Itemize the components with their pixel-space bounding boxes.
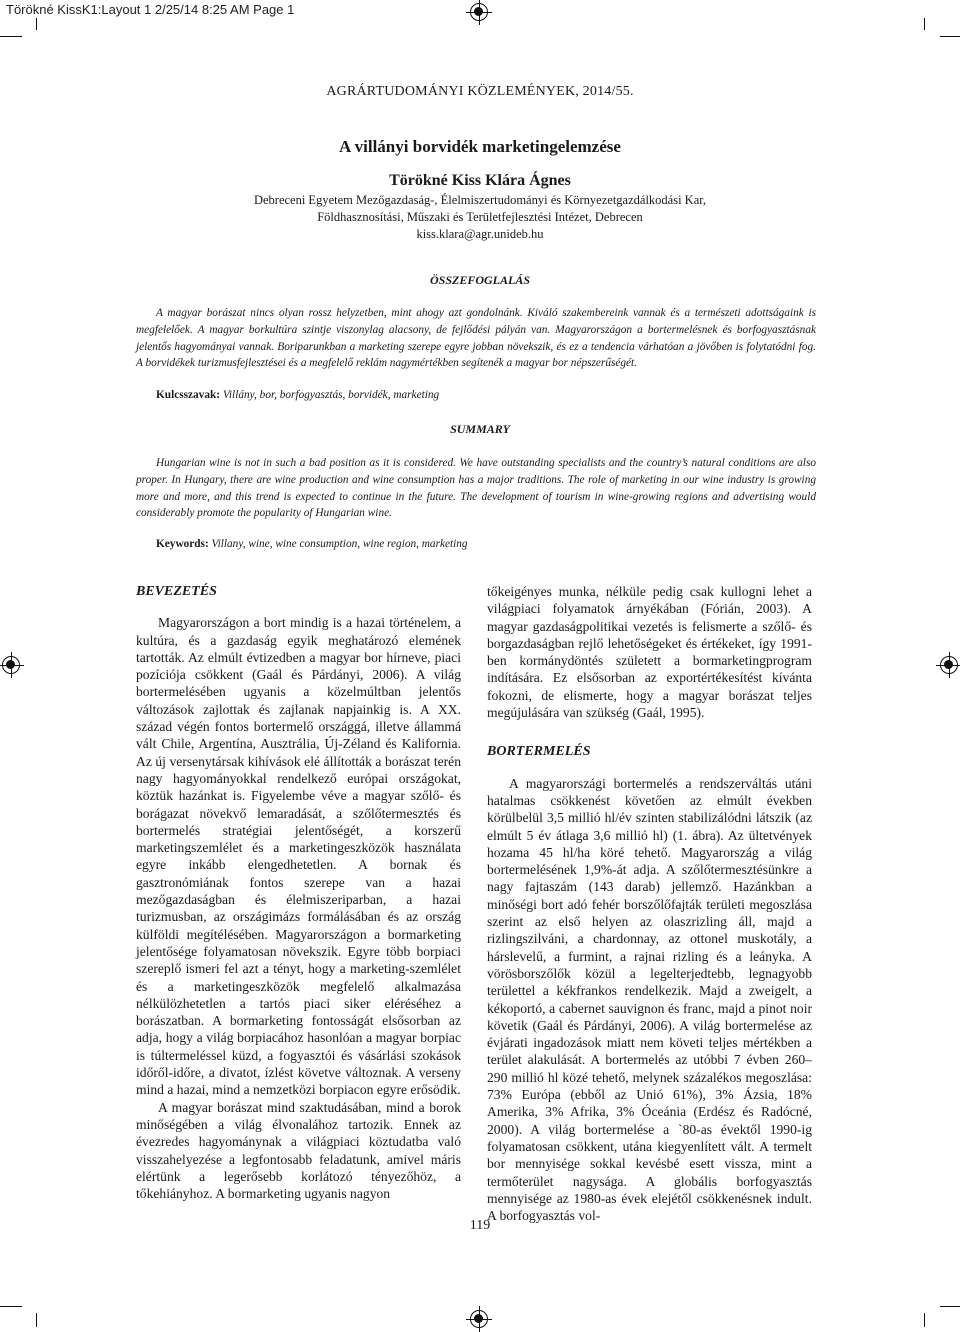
left-paragraph-1: Magyarországon a bort mindig is a hazai történelem, a kultúra, és a gazdaság egyik meghatározó elemének tartották. Az elmúlt évtizedben a magyar bor hírneve, piaci pozíciója csökkent (Gaál és Párdányi, 2006). A világ bortermelésében ugyanis a közelmúltban jelentős változások zajlottak és zajlanak napjainkig is. A XX. század végén fontos bortermelő országgá, illetve állammá vált Chile, Argentína, Ausztrália, Új-Zéland és Kalifornia. Az új versenytársak kihívások elé állították a borászat terén nagy hagyományokkal rendelkező európai országokat, köztük hazánkat is. Figyelembe véve a magyar szőlő- és borágazat növekvő lemaradását, a szőlőtermesztés és bortermelés stratégiai jelentőségét, a korszerű marketingszemlélet és a marketingeszközök használata egyre inkább elengedhetetlen. A bornak és gasztronómiának fontos szerepe van a hazai mezőgazdaságban és élelmiszeriparban, a hazai turizmusban, az országimázs formálásában és az ország külföldi megítélésében. Magyarországon a bormarketing jelentősége folyamatosan növekszik. Egyre több borpiaci szereplő ismeri fel azt a tényt, hogy a marketing-szemlélet és a marketingeszközök megfelelő alkalmazása nélkülözhetetlen a tartós piaci siker eléréséhez a borászatban. A bormarketing fontosságát elsősorban az adja, hogy a világ borpiacához hasonlóan a magyar borpiac is túltermeléssel küzd, a fogyasztói és vásárlási szokások időről-időre, a divatot, ízlést követve változnak. A verseny mind a hazai, mind a nemzetközi borpiacon egyre erősödik. (136, 615, 461, 1098)
author-affiliation (160, 192, 800, 243)
left-paragraph-2: A magyar borászat mind szaktudásában, mind a borok minőségében a világ élvonalához tartozik. Ennek az évezredes hagyománynak a világpiaci köztudatba való visszahelyezése a legfontosabb feladatunk, amivel máris elértünk a legerősebb korlátozó tényezőhöz, a tőkehiányhoz. A bormarketing ugyanis nagyon (136, 1099, 461, 1202)
crop-mark-top-right-v (924, 18, 925, 30)
article-title: A villányi borvidék marketingelemzése (339, 137, 621, 156)
abstract-hu-text: A magyar borászat nincs olyan rossz helyzetben, mint ahogy azt gondolnánk. Kiváló szakembereink vannak és a természeti adottságaink is megfelelőek. A magyar borkultúra szintje viszonylag alacsony, de fejlődési pályán van. Magyarországon a bortermelésnek és borfogyasztásnak jelentős hagyományai vannak. Boriparunkban a marketing szerepe egyre jobban növekszik, és ez a tendencia várhatóan a jövőben is folytatódni fog. A borvidékek turizmusfejlesztései és a megfelelő reklám nagymértékben segítenék a magyar bor népszerűségét. (136, 307, 816, 370)
article-author: Törökné Kiss Klára Ágnes (389, 172, 571, 189)
crop-mark-bottom-right-h (940, 1306, 960, 1307)
right-column (487, 583, 812, 1224)
crop-mark-top-right-h (940, 36, 960, 37)
keywords-hu-label: Kulcsszavak: (156, 389, 221, 401)
page-number: 119 (469, 1218, 491, 1233)
abstract-en (136, 455, 816, 522)
crop-mark-bottom-left-v (36, 1313, 37, 1327)
keywords-hu (156, 389, 816, 401)
keywords-en (156, 538, 816, 550)
keywords-en-text: Villany, wine, wine consumption, wine region, marketing (211, 538, 468, 550)
author-email: kiss.klara@agr.unideb.hu (416, 227, 544, 241)
abstract-hu-heading: ÖSSZEFOGLALÁS (429, 273, 531, 287)
affiliation-line-1: Debreceni Egyetem Mezőgazdaság-, Élelmiszertudományi és Környezetgazdálkodási Kar, (253, 193, 707, 207)
right-paragraph-1: A magyarországi bortermelés a rendszerváltás utáni hatalmas csökkenést követően az elmúlt években körülbelül 3,5 millió hl/év szinten stabilizálódni látszik (az elmúlt 5 év átlaga 3,6 millió hl) (1. ábra). Az ültetvények hozama 45 hl/ha köré tehető. Magyarország a világ bortermelésének 1,9%-át adja. A szőlőtermesztésünkre a nagy fajtaszám (143 darab) jellemző. Hazánkban a minőségi bort adó fehér borszőlőfajták területi megoszlása szerint az első helyen az olaszrizling áll, majd a rizlingszilváni, a chardonnay, az ottonel muskotály, a hárslevelű, a furmint, a rajnai rizling és a leányka. A vörösborszőlők közül a legelterjedtebb, legnagyobb területtel a kékfrankos rendelkezik. Majd a zweigelt, a kékoportó, a cabernet sauvignon és franc, majd a pinot noir követik (Gaál és Párdányi, 2006). A világ bortermelése az évjárati ingadozások miatt nem követi teljes mértékben a terület alakulását. A bortermelés az utóbbi 7 évben 260–290 millió hl közé tehető, melynek százalékos megoszlása: 73% Európa (ebből az Unió 61%), 3% Ázsia, 18% Amerika, 3% Afrika, 3% Óceánia (Erdész és Radócné, 2000). A világ bortermelése a `80-as évektől 1990-ig folyamatosan csökkent, utána kiegyenlített vált. A termelt bor mennyisége sokkal kevésbé esett vissza, mint a termőterület nagysága. A globális borfogyasztás mennyisége az 1980-as évek elejétől csökkenésnek indult. A borfogyasztás vol- (487, 775, 812, 1224)
printer-slug: Törökné KissK1:Layout 1 2/25/14 8:25 AM Page 1 (6, 2, 295, 17)
abstract-en-text: Hungarian wine is not in such a bad position as it is considered. We have outstanding specialists and the country’s natural conditions are also proper. In Hungary, there are wine production and wine consumption has a major traditions. The role of marketing in our wine industry is growing more and more, and this trend is expected to continue in the future. The development of tourism in wine-growing regions and advertising would considerably promote the popularity of Hungarian wine. (136, 457, 816, 520)
crop-mark-bottom-right-v (924, 1313, 925, 1327)
journal-header: AGRÁRTUDOMÁNYI KÖZLEMÉNYEK, 2014/55. (326, 84, 634, 99)
left-column (136, 583, 461, 1202)
crop-mark-top-left-v (36, 18, 37, 30)
registration-mark-top-icon (470, 3, 488, 21)
keywords-hu-text: Villány, bor, borfogyasztás, borvidék, marketing (222, 389, 440, 401)
registration-mark-right-icon (940, 656, 958, 674)
abstract-hu (136, 305, 816, 372)
right-paragraph-0: tőkeigényes munka, nélküle pedig csak kullogni lehet a világpiaci folyamatok árnyékában (Fórián, 2003). A magyar gazdaságpolitikai vezetés is felismerte a szőlő- és borgazdaságban rejlő lehetőségeket és értékeket, így 1991-ben kormánydöntés született a bormarketingprogram indítására. Ez elsősorban az exportértékesítést kívánta fokozni, de elismerte, hogy a magyar borászat teljes megújulására van szükség (Gaál, 1995). (487, 584, 812, 721)
keywords-en-label: Keywords: (156, 538, 209, 550)
crop-mark-bottom-left-h (0, 1306, 22, 1307)
crop-mark-top-left-h (0, 36, 22, 37)
registration-mark-bottom-icon (470, 1310, 488, 1328)
section-heading-bevezetes: BEVEZETÉS (136, 584, 217, 599)
abstract-en-heading: SUMMARY (450, 422, 510, 436)
affiliation-line-2: Földhasznosítási, Műszaki és Területfejlesztési Intézet, Debrecen (317, 210, 643, 224)
section-heading-bortermeles: BORTERMELÉS (487, 744, 591, 760)
registration-mark-left-icon (2, 656, 20, 674)
